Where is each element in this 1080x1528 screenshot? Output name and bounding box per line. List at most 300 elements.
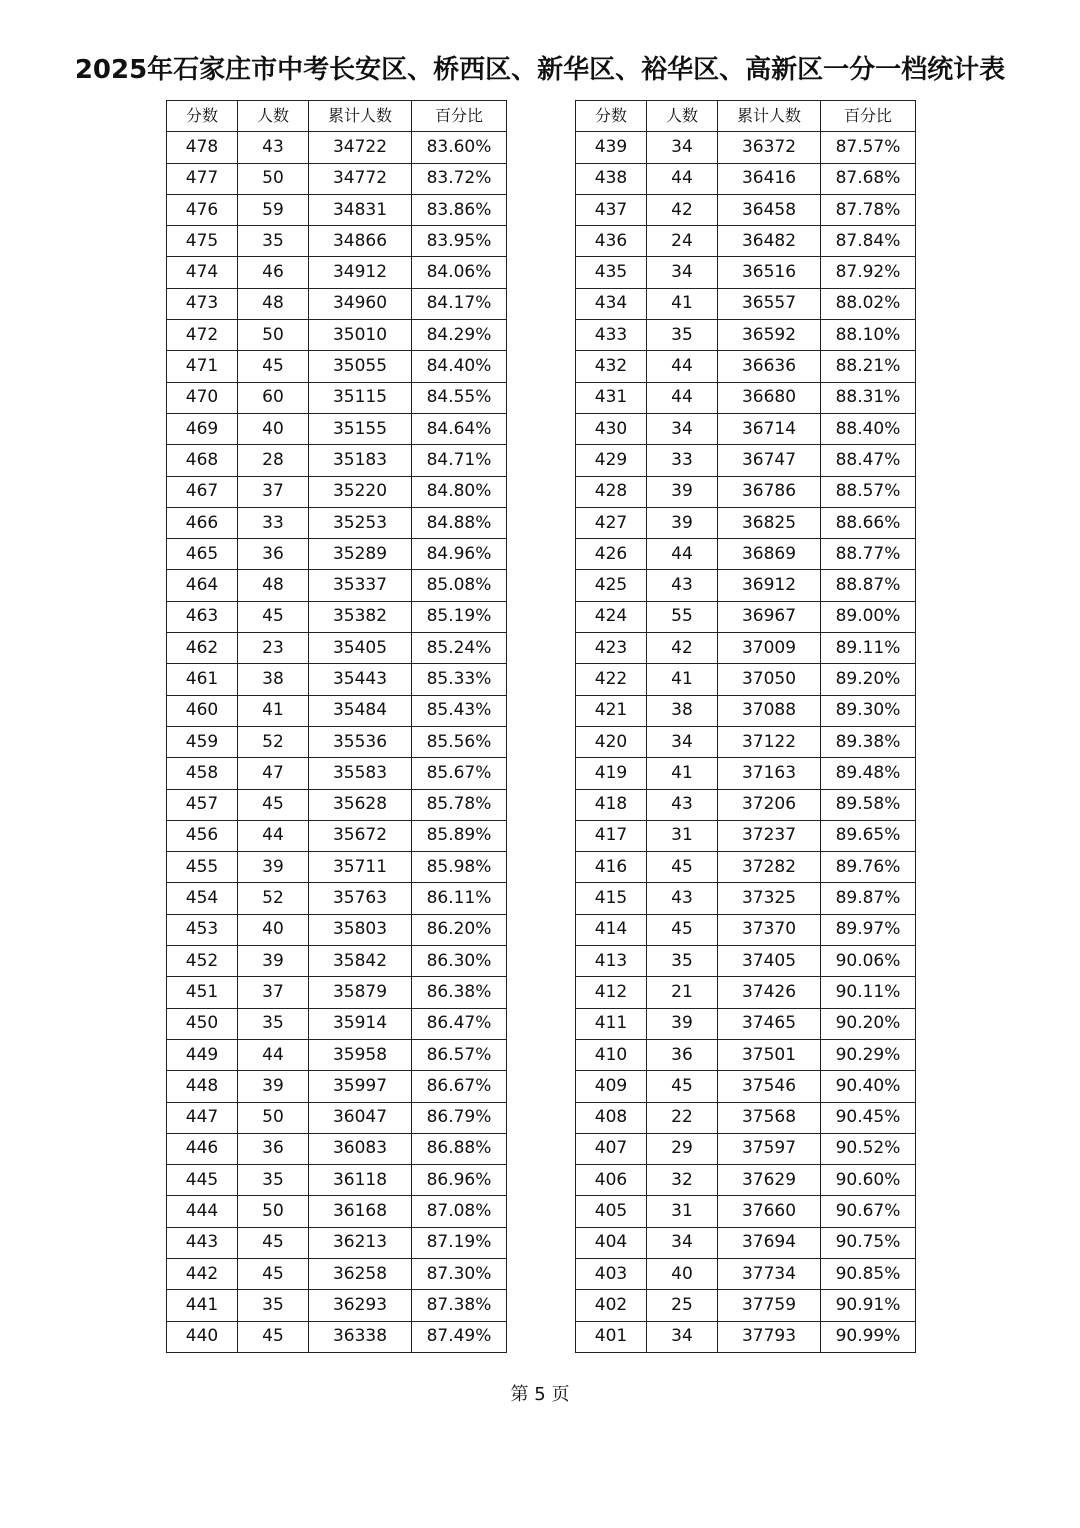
table-row	[576, 476, 916, 507]
table-row	[576, 132, 916, 163]
header-percent: 百分比	[412, 101, 507, 132]
cell-percent: 86.88%	[412, 1133, 507, 1164]
table-row	[167, 1133, 507, 1164]
cell-score: 443	[167, 1227, 238, 1258]
cell-count: 45	[647, 852, 718, 883]
cell-count: 43	[647, 789, 718, 820]
cell-count: 37	[238, 476, 309, 507]
table-row	[167, 664, 507, 695]
page-number: 第 5 页	[510, 1384, 570, 1405]
table-body-right	[576, 132, 916, 1353]
cell-percent: 84.06%	[412, 257, 507, 288]
cell-cumulative: 37122	[718, 726, 821, 757]
cell-cumulative: 35289	[309, 539, 412, 570]
cell-score: 477	[167, 163, 238, 194]
cell-cumulative: 37660	[718, 1196, 821, 1227]
cell-cumulative: 37694	[718, 1227, 821, 1258]
cell-cumulative: 36825	[718, 507, 821, 538]
cell-score: 428	[576, 476, 647, 507]
cell-percent: 90.06%	[821, 946, 916, 977]
cell-percent: 90.40%	[821, 1071, 916, 1102]
cell-score: 408	[576, 1102, 647, 1133]
table-row	[576, 1133, 916, 1164]
cell-score: 474	[167, 257, 238, 288]
cell-score: 421	[576, 695, 647, 726]
cell-count: 36	[647, 1039, 718, 1070]
cell-cumulative: 36967	[718, 601, 821, 632]
cell-cumulative: 35443	[309, 664, 412, 695]
cell-cumulative: 36083	[309, 1133, 412, 1164]
cell-score: 430	[576, 413, 647, 444]
cell-score: 410	[576, 1039, 647, 1070]
cell-cumulative: 34912	[309, 257, 412, 288]
cell-cumulative: 35997	[309, 1071, 412, 1102]
table-row	[167, 1039, 507, 1070]
cell-score: 468	[167, 445, 238, 476]
cell-score: 450	[167, 1008, 238, 1039]
cell-cumulative: 34722	[309, 132, 412, 163]
header-score: 分数	[576, 101, 647, 132]
cell-cumulative: 36516	[718, 257, 821, 288]
cell-cumulative: 37405	[718, 946, 821, 977]
header-cumulative: 累计人数	[718, 101, 821, 132]
cell-count: 34	[647, 132, 718, 163]
table-row	[167, 946, 507, 977]
cell-cumulative: 36258	[309, 1258, 412, 1289]
cell-percent: 88.02%	[821, 288, 916, 319]
cell-percent: 85.78%	[412, 789, 507, 820]
cell-percent: 87.68%	[821, 163, 916, 194]
table-row	[576, 1008, 916, 1039]
cell-score: 439	[576, 132, 647, 163]
table-row	[167, 977, 507, 1008]
cell-count: 22	[647, 1102, 718, 1133]
score-table-right	[575, 100, 916, 1353]
cell-percent: 90.29%	[821, 1039, 916, 1070]
cell-count: 39	[238, 1071, 309, 1102]
cell-cumulative: 34772	[309, 163, 412, 194]
table-row	[167, 601, 507, 632]
cell-score: 475	[167, 226, 238, 257]
cell-cumulative: 36636	[718, 351, 821, 382]
cell-percent: 83.60%	[412, 132, 507, 163]
cell-cumulative: 37629	[718, 1165, 821, 1196]
cell-score: 419	[576, 758, 647, 789]
cell-percent: 89.38%	[821, 726, 916, 757]
cell-percent: 90.60%	[821, 1165, 916, 1196]
cell-score: 409	[576, 1071, 647, 1102]
cell-count: 52	[238, 883, 309, 914]
page-title: 2025年石家庄市中考长安区、桥西区、新华区、裕华区、高新区一分一档统计表	[74, 55, 1006, 85]
cell-score: 472	[167, 320, 238, 351]
cell-cumulative: 36416	[718, 163, 821, 194]
cell-count: 29	[647, 1133, 718, 1164]
table-row	[576, 726, 916, 757]
cell-percent: 85.19%	[412, 601, 507, 632]
cell-score: 473	[167, 288, 238, 319]
cell-cumulative: 34866	[309, 226, 412, 257]
cell-cumulative: 34960	[309, 288, 412, 319]
cell-count: 45	[647, 914, 718, 945]
cell-percent: 88.47%	[821, 445, 916, 476]
table-row	[576, 852, 916, 883]
cell-score: 478	[167, 132, 238, 163]
cell-score: 464	[167, 570, 238, 601]
cell-score: 456	[167, 820, 238, 851]
table-row	[576, 946, 916, 977]
cell-cumulative: 37793	[718, 1321, 821, 1352]
table-row	[167, 852, 507, 883]
table-row	[167, 320, 507, 351]
cell-count: 34	[647, 726, 718, 757]
table-row	[576, 1321, 916, 1352]
cell-cumulative: 35958	[309, 1039, 412, 1070]
cell-percent: 86.20%	[412, 914, 507, 945]
cell-count: 39	[647, 507, 718, 538]
cell-percent: 83.95%	[412, 226, 507, 257]
cell-count: 25	[647, 1290, 718, 1321]
cell-score: 402	[576, 1290, 647, 1321]
table-row	[576, 226, 916, 257]
cell-cumulative: 35484	[309, 695, 412, 726]
cell-cumulative: 35914	[309, 1008, 412, 1039]
cell-score: 434	[576, 288, 647, 319]
cell-score: 466	[167, 507, 238, 538]
cell-score: 429	[576, 445, 647, 476]
table-row	[576, 758, 916, 789]
cell-cumulative: 35763	[309, 883, 412, 914]
cell-count: 43	[238, 132, 309, 163]
cell-percent: 89.76%	[821, 852, 916, 883]
cell-score: 467	[167, 476, 238, 507]
cell-count: 39	[238, 852, 309, 883]
cell-count: 45	[238, 789, 309, 820]
cell-cumulative: 37050	[718, 664, 821, 695]
cell-cumulative: 37568	[718, 1102, 821, 1133]
cell-cumulative: 37426	[718, 977, 821, 1008]
table-row	[167, 883, 507, 914]
cell-count: 44	[238, 820, 309, 851]
cell-percent: 85.67%	[412, 758, 507, 789]
cell-count: 50	[238, 1196, 309, 1227]
cell-count: 42	[647, 194, 718, 225]
table-row	[167, 476, 507, 507]
table-header-row	[576, 101, 916, 132]
table-row	[576, 601, 916, 632]
table-row	[576, 351, 916, 382]
cell-percent: 87.49%	[412, 1321, 507, 1352]
cell-count: 43	[647, 570, 718, 601]
table-row	[576, 257, 916, 288]
cell-percent: 89.00%	[821, 601, 916, 632]
cell-score: 415	[576, 883, 647, 914]
cell-score: 403	[576, 1258, 647, 1289]
cell-count: 52	[238, 726, 309, 757]
cell-cumulative: 37465	[718, 1008, 821, 1039]
table-row	[576, 1258, 916, 1289]
header-count: 人数	[647, 101, 718, 132]
cell-score: 469	[167, 413, 238, 444]
cell-cumulative: 36047	[309, 1102, 412, 1133]
table-row	[576, 914, 916, 945]
cell-score: 459	[167, 726, 238, 757]
table-row	[167, 1321, 507, 1352]
cell-percent: 90.85%	[821, 1258, 916, 1289]
cell-score: 453	[167, 914, 238, 945]
table-row	[167, 1258, 507, 1289]
table-row	[167, 132, 507, 163]
cell-cumulative: 35405	[309, 633, 412, 664]
cell-cumulative: 36869	[718, 539, 821, 570]
table-row	[576, 820, 916, 851]
cell-score: 454	[167, 883, 238, 914]
cell-count: 45	[238, 351, 309, 382]
cell-score: 455	[167, 852, 238, 883]
table-row	[167, 1196, 507, 1227]
cell-count: 55	[647, 601, 718, 632]
cell-cumulative: 35010	[309, 320, 412, 351]
cell-cumulative: 37163	[718, 758, 821, 789]
table-row	[576, 194, 916, 225]
cell-count: 45	[238, 601, 309, 632]
cell-percent: 88.40%	[821, 413, 916, 444]
cell-cumulative: 37206	[718, 789, 821, 820]
cell-percent: 85.33%	[412, 664, 507, 695]
cell-score: 446	[167, 1133, 238, 1164]
header-count: 人数	[238, 101, 309, 132]
table-row	[576, 539, 916, 570]
cell-percent: 83.86%	[412, 194, 507, 225]
cell-percent: 89.11%	[821, 633, 916, 664]
cell-count: 34	[647, 257, 718, 288]
cell-cumulative: 35183	[309, 445, 412, 476]
cell-percent: 85.89%	[412, 820, 507, 851]
cell-score: 442	[167, 1258, 238, 1289]
cell-count: 33	[647, 445, 718, 476]
cell-count: 50	[238, 1102, 309, 1133]
cell-percent: 86.57%	[412, 1039, 507, 1070]
cell-cumulative: 36786	[718, 476, 821, 507]
cell-percent: 88.21%	[821, 351, 916, 382]
cell-count: 39	[238, 946, 309, 977]
cell-score: 414	[576, 914, 647, 945]
cell-count: 50	[238, 163, 309, 194]
cell-percent: 85.98%	[412, 852, 507, 883]
cell-count: 48	[238, 570, 309, 601]
cell-percent: 88.57%	[821, 476, 916, 507]
cell-score: 420	[576, 726, 647, 757]
cell-cumulative: 36557	[718, 288, 821, 319]
cell-score: 404	[576, 1227, 647, 1258]
cell-count: 40	[238, 914, 309, 945]
cell-score: 438	[576, 163, 647, 194]
cell-cumulative: 35055	[309, 351, 412, 382]
cell-percent: 90.91%	[821, 1290, 916, 1321]
cell-cumulative: 36338	[309, 1321, 412, 1352]
cell-count: 44	[647, 163, 718, 194]
cell-score: 417	[576, 820, 647, 851]
cell-cumulative: 36458	[718, 194, 821, 225]
header-percent: 百分比	[821, 101, 916, 132]
cell-percent: 90.45%	[821, 1102, 916, 1133]
cell-percent: 90.52%	[821, 1133, 916, 1164]
cell-cumulative: 35115	[309, 382, 412, 413]
cell-score: 401	[576, 1321, 647, 1352]
cell-percent: 86.30%	[412, 946, 507, 977]
cell-score: 427	[576, 507, 647, 538]
table-row	[167, 789, 507, 820]
cell-count: 38	[238, 664, 309, 695]
cell-score: 413	[576, 946, 647, 977]
cell-score: 458	[167, 758, 238, 789]
cell-score: 447	[167, 1102, 238, 1133]
cell-cumulative: 36592	[718, 320, 821, 351]
cell-cumulative: 35337	[309, 570, 412, 601]
table-row	[167, 1071, 507, 1102]
cell-score: 452	[167, 946, 238, 977]
cell-score: 422	[576, 664, 647, 695]
cell-percent: 89.30%	[821, 695, 916, 726]
cell-percent: 85.24%	[412, 633, 507, 664]
table-row	[167, 1008, 507, 1039]
cell-score: 471	[167, 351, 238, 382]
cell-cumulative: 35711	[309, 852, 412, 883]
cell-score: 425	[576, 570, 647, 601]
cell-percent: 90.67%	[821, 1196, 916, 1227]
table-row	[167, 758, 507, 789]
cell-cumulative: 35155	[309, 413, 412, 444]
cell-percent: 90.75%	[821, 1227, 916, 1258]
cell-cumulative: 37597	[718, 1133, 821, 1164]
cell-count: 39	[647, 1008, 718, 1039]
cell-count: 41	[238, 695, 309, 726]
cell-count: 41	[647, 288, 718, 319]
cell-count: 48	[238, 288, 309, 319]
cell-count: 34	[647, 413, 718, 444]
cell-percent: 89.65%	[821, 820, 916, 851]
cell-cumulative: 35803	[309, 914, 412, 945]
cell-count: 35	[238, 1008, 309, 1039]
cell-percent: 86.79%	[412, 1102, 507, 1133]
cell-count: 35	[238, 1165, 309, 1196]
cell-cumulative: 34831	[309, 194, 412, 225]
cell-percent: 87.30%	[412, 1258, 507, 1289]
cell-score: 448	[167, 1071, 238, 1102]
table-row	[576, 1290, 916, 1321]
table-row	[167, 445, 507, 476]
table-row	[576, 883, 916, 914]
cell-count: 37	[238, 977, 309, 1008]
cell-count: 28	[238, 445, 309, 476]
table-row	[167, 1165, 507, 1196]
table-row	[167, 539, 507, 570]
cell-score: 462	[167, 633, 238, 664]
cell-score: 444	[167, 1196, 238, 1227]
cell-count: 35	[647, 320, 718, 351]
cell-count: 23	[238, 633, 309, 664]
cell-count: 45	[238, 1321, 309, 1352]
cell-percent: 86.38%	[412, 977, 507, 1008]
table-row	[576, 1227, 916, 1258]
table-row	[167, 570, 507, 601]
table-row	[576, 570, 916, 601]
cell-score: 435	[576, 257, 647, 288]
cell-percent: 86.47%	[412, 1008, 507, 1039]
cell-cumulative: 35536	[309, 726, 412, 757]
cell-count: 44	[238, 1039, 309, 1070]
score-table-left	[166, 100, 507, 1353]
cell-cumulative: 35628	[309, 789, 412, 820]
cell-count: 34	[647, 1321, 718, 1352]
cell-percent: 84.71%	[412, 445, 507, 476]
cell-cumulative: 36747	[718, 445, 821, 476]
table-row	[167, 257, 507, 288]
cell-percent: 86.67%	[412, 1071, 507, 1102]
table-row	[576, 1196, 916, 1227]
cell-percent: 84.29%	[412, 320, 507, 351]
table-row	[576, 320, 916, 351]
cell-score: 470	[167, 382, 238, 413]
table-row	[167, 288, 507, 319]
cell-percent: 88.10%	[821, 320, 916, 351]
cell-percent: 84.96%	[412, 539, 507, 570]
cell-count: 59	[238, 194, 309, 225]
cell-count: 40	[238, 413, 309, 444]
cell-percent: 85.56%	[412, 726, 507, 757]
table-row	[576, 664, 916, 695]
cell-score: 423	[576, 633, 647, 664]
header-score: 分数	[167, 101, 238, 132]
cell-percent: 90.20%	[821, 1008, 916, 1039]
table-row	[576, 695, 916, 726]
cell-cumulative: 37009	[718, 633, 821, 664]
cell-score: 418	[576, 789, 647, 820]
table-row	[576, 507, 916, 538]
table-row	[167, 1290, 507, 1321]
cell-percent: 87.92%	[821, 257, 916, 288]
cell-percent: 87.84%	[821, 226, 916, 257]
cell-score: 457	[167, 789, 238, 820]
cell-count: 44	[647, 539, 718, 570]
cell-percent: 85.08%	[412, 570, 507, 601]
cell-count: 44	[647, 382, 718, 413]
cell-score: 432	[576, 351, 647, 382]
cell-cumulative: 36714	[718, 413, 821, 444]
cell-score: 451	[167, 977, 238, 1008]
cell-count: 40	[647, 1258, 718, 1289]
header-cumulative: 累计人数	[309, 101, 412, 132]
cell-count: 24	[647, 226, 718, 257]
table-row	[167, 351, 507, 382]
cell-score: 465	[167, 539, 238, 570]
table-row	[167, 820, 507, 851]
table-row	[167, 1102, 507, 1133]
cell-score: 407	[576, 1133, 647, 1164]
cell-cumulative: 37282	[718, 852, 821, 883]
cell-percent: 88.87%	[821, 570, 916, 601]
table-row	[167, 1227, 507, 1258]
cell-percent: 84.55%	[412, 382, 507, 413]
cell-cumulative: 35220	[309, 476, 412, 507]
cell-cumulative: 37237	[718, 820, 821, 851]
cell-score: 437	[576, 194, 647, 225]
table-row	[576, 382, 916, 413]
cell-count: 45	[647, 1071, 718, 1102]
cell-percent: 89.20%	[821, 664, 916, 695]
cell-cumulative: 36482	[718, 226, 821, 257]
cell-count: 45	[238, 1227, 309, 1258]
cell-cumulative: 37370	[718, 914, 821, 945]
